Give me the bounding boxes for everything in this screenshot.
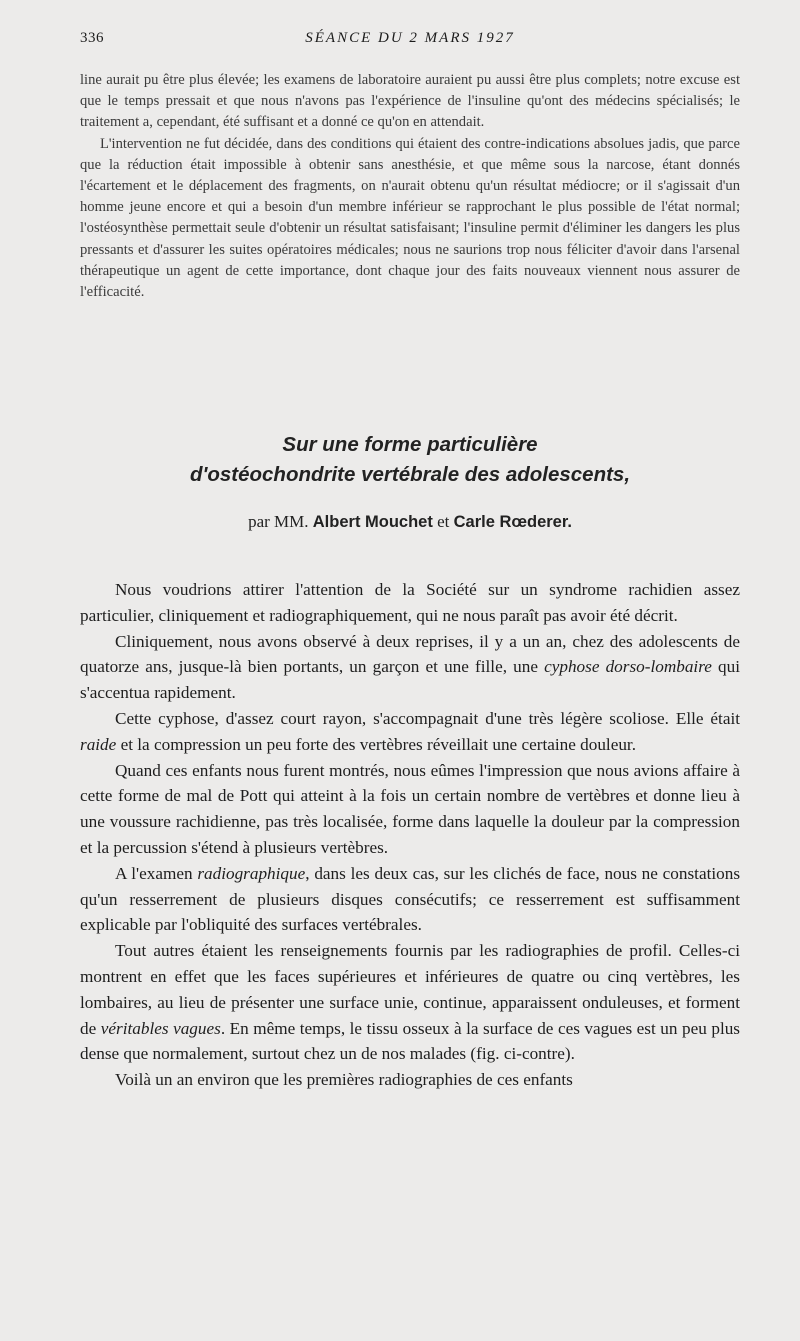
article-title [80, 430, 740, 490]
author-name: Carle Rœderer. [453, 513, 572, 531]
paragraph: line aurait pu être plus élevée; les examens de laboratoire auraient pu aussi être plus complets; notre excuse est que le temps pressait et que nous n'avons pas l'expérience de l'insuline qu'ont des médecins spécialisés; le traitement a, cependant, été suffisant et a donné ce qu'on en attendait. [80, 72, 740, 131]
previous-article-ending [80, 70, 740, 303]
emphasis: raide [80, 734, 117, 754]
paragraph: Nous voudrions attirer l'attention de la Société sur un syndrome rachidien assez particulier, cliniquement et radiographiquement, qui ne nous paraît pas avoir été décrit. [80, 580, 740, 625]
title-line: Sur une forme particulière [282, 433, 538, 456]
text-run: et la compression un peu forte des vertèbres réveillait une certaine douleur. [120, 734, 637, 754]
text-run: A l'examen [115, 863, 193, 883]
paragraph [80, 706, 740, 758]
byline-prefix: par MM. [248, 512, 309, 531]
page-number: 336 [80, 30, 104, 46]
text-run: . En même temps, le tissu osseux à la surface de ces vagues est un peu plus dense que normalement, surtout chez un de nos malades (fig. ci-contre). [80, 1018, 740, 1064]
article-body [80, 577, 740, 1093]
emphasis: véritables vagues [100, 1018, 221, 1038]
author-name: Albert Mouchet [312, 513, 433, 531]
text-run: Tout autres étaient les renseignements fournis par les radiographies de profil. Celles-ci montrent en effet que les faces supérieures et inférieures de quatre ou cinq vertèbres, les lombaires, au lieu de présenter une surface unie, continue, apparaissent onduleuses, et forment de [80, 941, 740, 1038]
paragraph [80, 629, 740, 706]
text-run: , dans les deux cas, sur les clichés de face, nous ne constations qu'un resserrement de plusieurs disques consécutifs; ce resserrement est suffisamment explicable par l'obliquité des surfaces vertébrales. [80, 863, 741, 935]
paragraph [80, 938, 740, 1067]
paragraph: L'intervention ne fut décidée, dans des conditions qui étaient des contre-indications absolues jadis, que parce que la réduction était impossible à obtenir sans anesthésie, et que même sous la narcose, étant donnés l'écartement et le déplacement des fragments, on n'aurait obtenu qu'un résultat médiocre; or il s'agissait d'un homme jeune encore et qui a besoin d'un membre inférieur se rapprochant le plus possible de l'état normal; l'ostéosynthèse permettait seule d'obtenir un résultat satisfaisant; l'insuline permit d'éliminer les dangers les plus pressants et d'assurer les suites opératoires médicales; nous ne saurions trop nous féliciter d'avoir dans l'arsenal thérapeutique un agent de cette importance, dont chaque jour des faits nouveaux viennent nous assurer de l'efficacité. [80, 135, 740, 301]
text-run: Cette cyphose, d'assez court rayon, s'accompagnait d'une très légère scoliose. Elle était [115, 708, 740, 728]
text-run: qui s'accentua rapidement. [80, 657, 740, 703]
paragraph: Quand ces enfants nous furent montrés, nous eûmes l'impression que nous avions affaire à cette forme de mal de Pott qui atteint à la fois un certain nombre de vertèbres et donne lieu à une voussure rachidienne, pas très localisée, forme dans laquelle la douleur par la compression et la percussion s'étend à plusieurs vertèbres. [80, 760, 740, 857]
emphasis: cyphose dorso-lombaire [544, 657, 712, 677]
title-line: d'ostéochondrite vertébrale des adolescents, [189, 463, 631, 486]
running-head [80, 30, 740, 52]
paragraph: Voilà un an environ que les premières radiographies de ces enfants [115, 1070, 573, 1090]
emphasis: radiographique [197, 863, 306, 883]
byline [80, 512, 740, 532]
running-title: SÉANCE DU 2 MARS 1927 [305, 30, 515, 46]
byline-and: et [437, 512, 450, 531]
paragraph [80, 861, 740, 938]
text-run: Cliniquement, nous avons observé à deux reprises, il y a un an, chez des adolescents de quatorze ans, jusque-là bien portants, un garçon et une fille, une [80, 631, 740, 677]
